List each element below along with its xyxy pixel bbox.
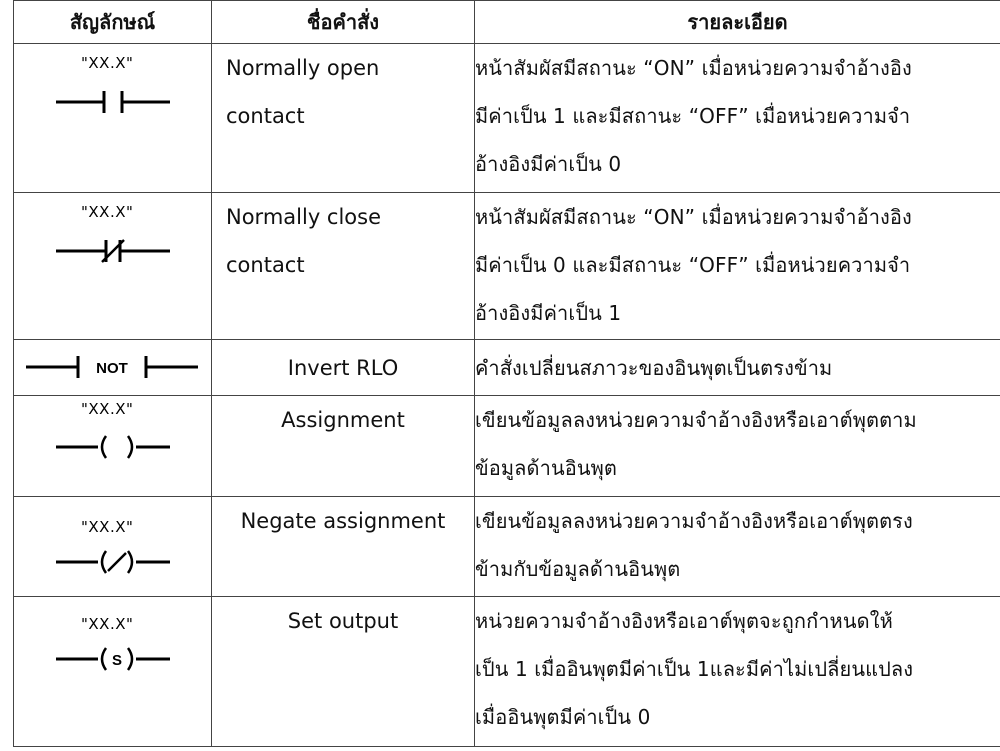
address-label: "XX.X" (81, 202, 134, 221)
address-label: "XX.X" (81, 615, 134, 634)
command-name-line: Normally open (226, 56, 380, 80)
header-detail: รายละเอียด (475, 1, 1000, 44)
table-row (14, 44, 1000, 193)
symbol-cell (14, 497, 212, 597)
detail-cell (475, 597, 1000, 747)
set-coil-icon (54, 644, 174, 674)
detail-line: หน้าสัมผัสมีสถานะ “ON” เมื่อหน่วยความจำอ้างอิง (475, 56, 912, 80)
detail-cell (475, 44, 1000, 193)
address-label: "XX.X" (81, 399, 134, 418)
detail-line: เขียนข้อมูลลงหน่วยความจำอ้างอิงหรือเอาต์พุตตรง (475, 509, 913, 534)
table-row (14, 192, 1000, 340)
detail-line: เป็น 1 เมื่ออินพุตมีค่าเป็น 1และมีค่าไม่เปลี่ยนแปลง (475, 657, 914, 682)
detail-line: เมื่ออินพุตมีค่าเป็น 0 (475, 705, 651, 730)
detail-line: หน้าสัมผัสมีสถานะ “ON” เมื่อหน่วยความจำอ้างอิง (475, 204, 912, 229)
symbol-cell (14, 597, 212, 747)
header-row (14, 1, 1000, 44)
address-label: "XX.X" (81, 54, 134, 72)
assignment-coil-icon (54, 432, 174, 462)
table-row (14, 497, 1000, 597)
normally-close-contact-icon (54, 237, 174, 265)
command-name-line: Negate assignment (240, 509, 446, 534)
command-name (212, 395, 475, 496)
header-command: ชื่อคำสั่ง (212, 1, 475, 44)
detail-cell (475, 192, 1000, 340)
detail-cell (475, 340, 1000, 396)
not-contact-icon (24, 353, 204, 381)
instruction-table (13, 0, 1000, 747)
not-label: NOT (96, 360, 128, 378)
normally-open-contact-icon (54, 88, 174, 116)
detail-cell (475, 497, 1000, 597)
command-name-line: Invert RLO (287, 355, 399, 380)
table-row (14, 340, 1000, 396)
detail-line: มีค่าเป็น 0 และมีสถานะ “OFF” เมื่อหน่วยความจำ (475, 252, 911, 277)
command-name-line: Assignment (281, 407, 405, 432)
symbol-cell (14, 395, 212, 496)
detail-line: อ้างอิงมีค่าเป็น 0 (475, 152, 622, 176)
command-name-line: contact (226, 252, 305, 277)
header-symbol: สัญลักษณ์ (14, 1, 212, 44)
command-name-line: Normally close (226, 204, 382, 229)
detail-line: หน่วยความจำอ้างอิงหรือเอาต์พุตจะถูกกำหนดให้ (475, 609, 893, 634)
table-row (14, 395, 1000, 496)
command-name-line: Set output (287, 609, 399, 634)
detail-cell (475, 395, 1000, 496)
command-name (212, 192, 475, 340)
symbol-cell (14, 44, 212, 193)
detail-line: มีค่าเป็น 1 และมีสถานะ “OFF” เมื่อหน่วยความจำ (475, 104, 911, 128)
symbol-cell (14, 192, 212, 340)
command-name (212, 340, 475, 396)
detail-line: เขียนข้อมูลลงหน่วยความจำอ้างอิงหรือเอาต์พุตตาม (475, 407, 917, 432)
command-name (212, 597, 475, 747)
command-name (212, 497, 475, 597)
detail-line: คำสั่งเปลี่ยนสภาวะของอินพุตเป็นตรงข้าม (475, 355, 833, 380)
detail-line: ข้ามกับข้อมูลด้านอินพุต (475, 557, 681, 582)
set-label: S (111, 652, 123, 670)
negate-coil-icon (54, 547, 174, 577)
address-label: "XX.X" (81, 518, 134, 537)
symbol-cell (14, 340, 212, 396)
command-name (212, 44, 475, 193)
detail-line: ข้อมูลด้านอินพุต (475, 455, 617, 480)
detail-line: อ้างอิงมีค่าเป็น 1 (475, 300, 622, 325)
command-name-line: contact (226, 104, 305, 128)
table-row (14, 597, 1000, 747)
